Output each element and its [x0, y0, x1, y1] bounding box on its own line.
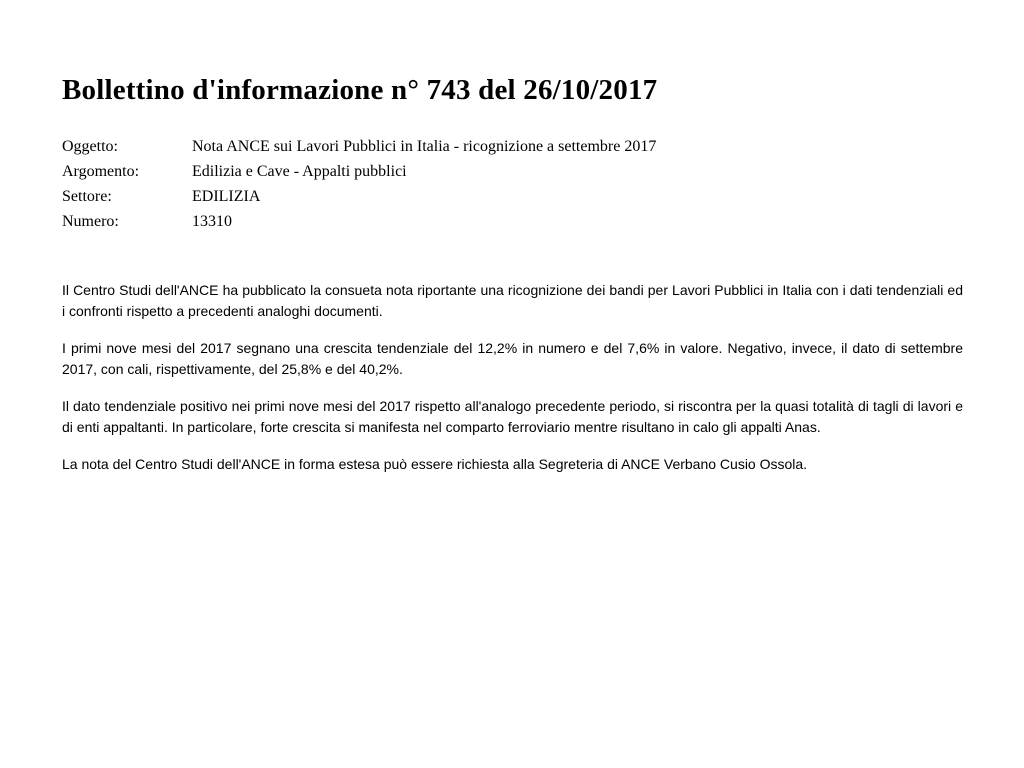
metadata-row-oggetto: [62, 134, 963, 159]
metadata-label: Oggetto:: [62, 138, 118, 155]
metadata-value: Nota ANCE sui Lavori Pubblici in Italia - ricognizione a settembre 2017: [192, 138, 657, 155]
metadata-label: Argomento:: [62, 163, 140, 180]
body-paragraph: La nota del Centro Studi dell'ANCE in forma estesa può essere richiesta alla Segreteria di ANCE Verbano Cusio Ossola.: [62, 456, 808, 472]
body-paragraph: Il Centro Studi dell'ANCE ha pubblicato la consueta nota riportante una ricognizione dei bandi per Lavori Pubblici in Italia con i dati tendenziali ed i confronti rispetto a precedenti analoghi documenti.: [62, 282, 963, 319]
metadata-value: EDILIZIA: [192, 188, 261, 205]
body-paragraph: Il dato tendenziale positivo nei primi nove mesi del 2017 rispetto all'analogo precedente periodo, si riscontra per la quasi totalità di tagli di lavori e di enti appaltanti. In particolare, forte crescita si manifesta nel comparto ferroviario mentre risultano in calo gli appalti Anas.: [62, 398, 963, 435]
metadata-block: [62, 134, 963, 234]
body-paragraph: I primi nove mesi del 2017 segnano una crescita tendenziale del 12,2% in numero e del 7,6% in valore. Negativo, invece, il dato di settembre 2017, con cali, rispettivamente, del 25,8% e del 40,2%.: [62, 340, 963, 377]
metadata-value: Edilizia e Cave - Appalti pubblici: [192, 163, 407, 180]
document-body: [62, 280, 963, 475]
metadata-row-settore: [62, 184, 963, 209]
metadata-label: Settore:: [62, 188, 112, 205]
document-title: Bollettino d'informazione n° 743 del 26/10/2017: [62, 74, 658, 106]
metadata-label: Numero:: [62, 213, 119, 230]
metadata-row-argomento: [62, 159, 963, 184]
metadata-row-numero: [62, 209, 963, 234]
metadata-value: 13310: [192, 213, 232, 230]
